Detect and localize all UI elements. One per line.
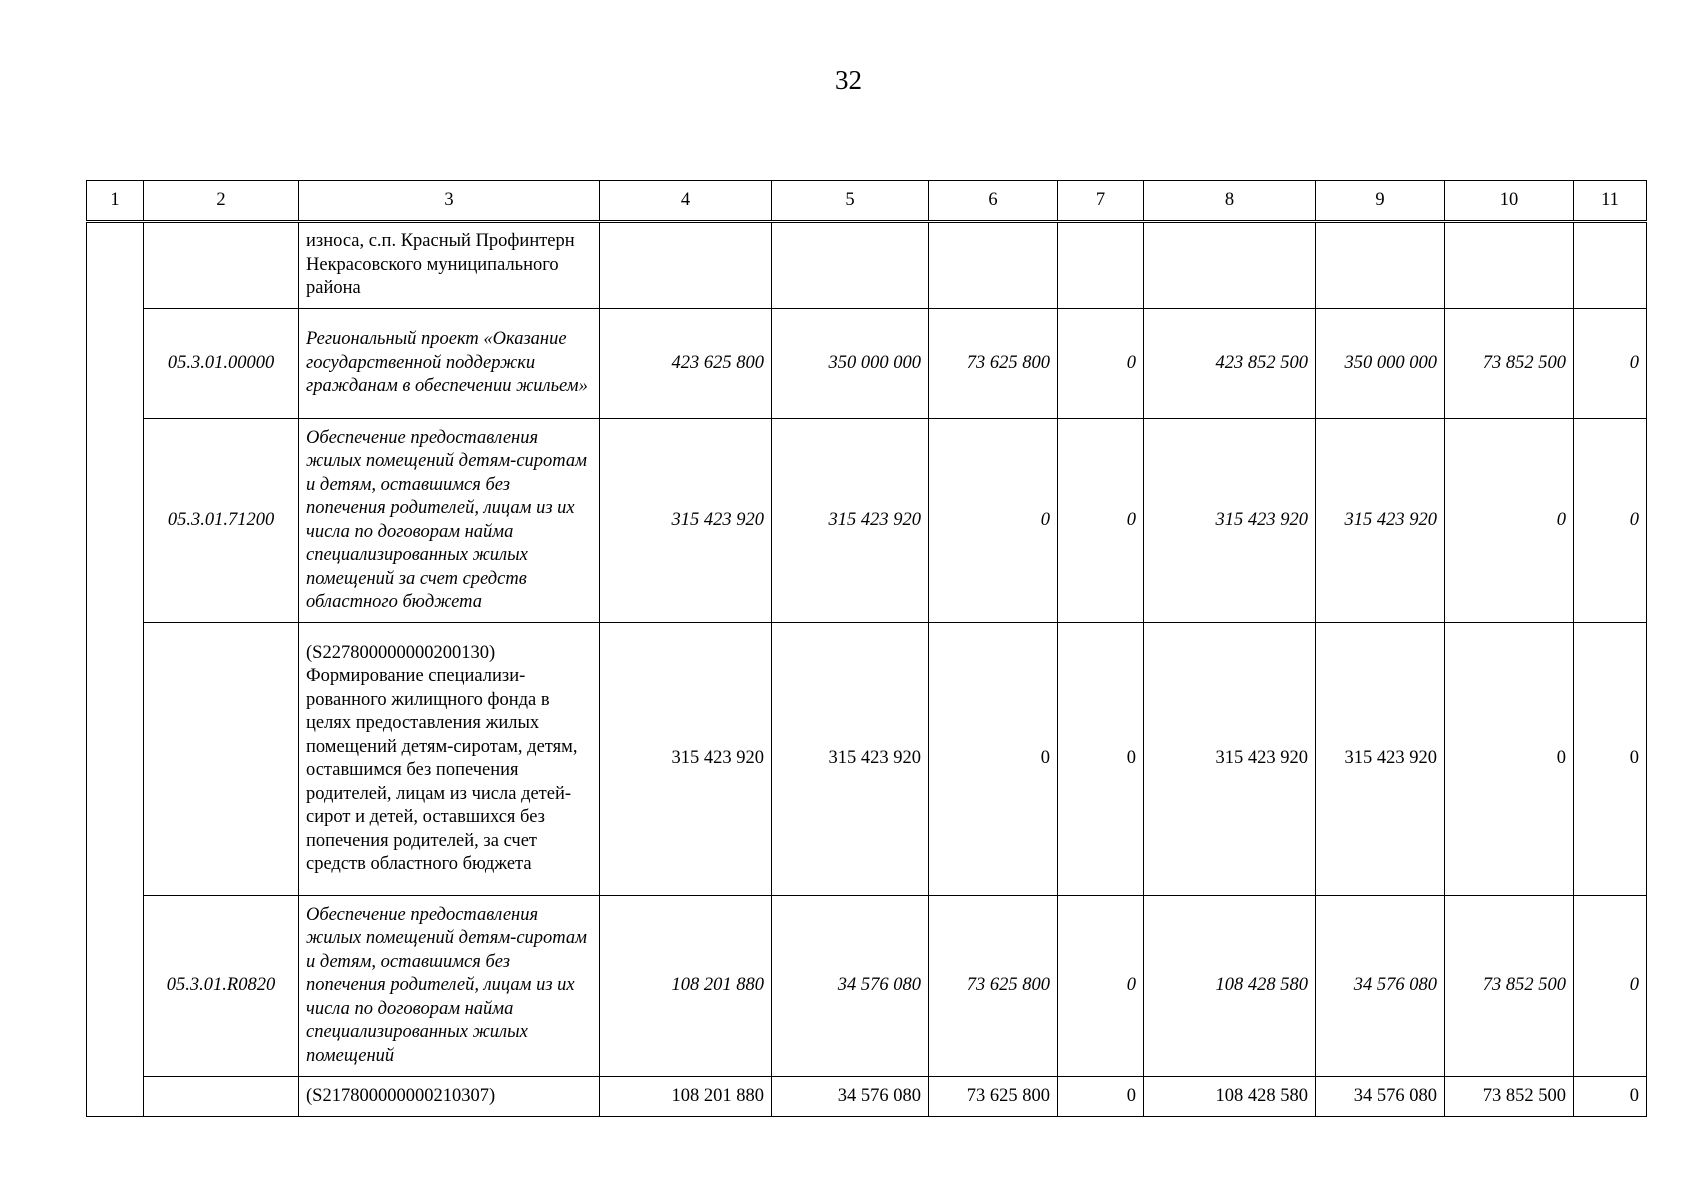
header-cell: 6 bbox=[929, 181, 1058, 222]
header-cell: 7 bbox=[1058, 181, 1144, 222]
budget-table bbox=[86, 180, 1647, 1117]
value-cell bbox=[1058, 222, 1144, 309]
value-cell: 108 201 880 bbox=[600, 896, 772, 1077]
value-cell: 350 000 000 bbox=[772, 309, 929, 419]
code-cell bbox=[144, 1077, 299, 1117]
value-cell: 73 852 500 bbox=[1445, 1077, 1574, 1117]
value-cell: 0 bbox=[1574, 419, 1647, 623]
header-cell: 1 bbox=[87, 181, 144, 222]
code-cell: 05.3.01.00000 bbox=[144, 309, 299, 419]
column-1-cell bbox=[87, 222, 144, 1117]
value-cell: 315 423 920 bbox=[1144, 623, 1316, 896]
table-row bbox=[87, 1077, 1647, 1117]
value-cell: 0 bbox=[1445, 623, 1574, 896]
value-cell: 315 423 920 bbox=[772, 623, 929, 896]
value-cell: 423 852 500 bbox=[1144, 309, 1316, 419]
value-cell: 34 576 080 bbox=[1316, 896, 1445, 1077]
value-cell bbox=[1445, 222, 1574, 309]
value-cell bbox=[1316, 222, 1445, 309]
description-cell: Обеспечение предоставления жилых помещений детям-сиротам и детям, оставшимся без попечения родителей, лицам из их числа по договорам найма специализированных жилых помещений за счет средств областного бюджета bbox=[299, 419, 600, 623]
value-cell: 0 bbox=[1058, 896, 1144, 1077]
value-cell: 0 bbox=[1574, 623, 1647, 896]
code-cell bbox=[144, 222, 299, 309]
header-cell: 10 bbox=[1445, 181, 1574, 222]
code-cell: 05.3.01.71200 bbox=[144, 419, 299, 623]
header-cell: 8 bbox=[1144, 181, 1316, 222]
value-cell: 0 bbox=[1058, 1077, 1144, 1117]
value-cell bbox=[1574, 222, 1647, 309]
value-cell: 315 423 920 bbox=[1316, 419, 1445, 623]
value-cell: 315 423 920 bbox=[600, 623, 772, 896]
description-cell: износа, с.п. Красный Профинтерн Некрасовского муниципального района bbox=[299, 222, 600, 309]
value-cell: 73 852 500 bbox=[1445, 309, 1574, 419]
value-cell: 0 bbox=[1058, 623, 1144, 896]
value-cell: 423 625 800 bbox=[600, 309, 772, 419]
code-cell: 05.3.01.R0820 bbox=[144, 896, 299, 1077]
table-row bbox=[87, 222, 1647, 309]
value-cell: 108 428 580 bbox=[1144, 1077, 1316, 1117]
value-cell: 73 852 500 bbox=[1445, 896, 1574, 1077]
value-cell: 73 625 800 bbox=[929, 1077, 1058, 1117]
header-cell: 9 bbox=[1316, 181, 1445, 222]
value-cell bbox=[600, 222, 772, 309]
value-cell: 315 423 920 bbox=[600, 419, 772, 623]
value-cell: 0 bbox=[929, 623, 1058, 896]
description-cell: (S217800000000210307) bbox=[299, 1077, 600, 1117]
table-row bbox=[87, 896, 1647, 1077]
table-row bbox=[87, 309, 1647, 419]
value-cell: 108 428 580 bbox=[1144, 896, 1316, 1077]
value-cell: 0 bbox=[1058, 309, 1144, 419]
value-cell: 34 576 080 bbox=[1316, 1077, 1445, 1117]
value-cell: 315 423 920 bbox=[1316, 623, 1445, 896]
value-cell bbox=[1144, 222, 1316, 309]
header-cell: 3 bbox=[299, 181, 600, 222]
value-cell: 315 423 920 bbox=[1144, 419, 1316, 623]
value-cell: 73 625 800 bbox=[929, 309, 1058, 419]
value-cell: 315 423 920 bbox=[772, 419, 929, 623]
header-cell: 4 bbox=[600, 181, 772, 222]
value-cell: 0 bbox=[1574, 1077, 1647, 1117]
value-cell: 0 bbox=[1574, 309, 1647, 419]
header-cell: 11 bbox=[1574, 181, 1647, 222]
description-cell: Обеспечение предоставления жилых помещений детям-сиротам и детям, оставшимся без попечения родителей, лицам из их числа по договорам найма специализированных жилых помещений bbox=[299, 896, 600, 1077]
table-row bbox=[87, 419, 1647, 623]
table-row bbox=[87, 623, 1647, 896]
value-cell: 34 576 080 bbox=[772, 1077, 929, 1117]
header-cell: 5 bbox=[772, 181, 929, 222]
header-row bbox=[87, 181, 1647, 222]
description-cell: Региональный проект «Оказание государственной поддержки гражданам в обеспечении жильем» bbox=[299, 309, 600, 419]
value-cell: 0 bbox=[1058, 419, 1144, 623]
value-cell bbox=[929, 222, 1058, 309]
value-cell: 34 576 080 bbox=[772, 896, 929, 1077]
page-number: 32 bbox=[835, 65, 862, 95]
value-cell: 0 bbox=[929, 419, 1058, 623]
code-cell bbox=[144, 623, 299, 896]
value-cell: 73 625 800 bbox=[929, 896, 1058, 1077]
value-cell: 0 bbox=[1574, 896, 1647, 1077]
header-cell: 2 bbox=[144, 181, 299, 222]
value-cell: 108 201 880 bbox=[600, 1077, 772, 1117]
value-cell bbox=[772, 222, 929, 309]
value-cell: 350 000 000 bbox=[1316, 309, 1445, 419]
value-cell: 0 bbox=[1445, 419, 1574, 623]
description-cell: (S227800000000200130) Формирование специализи-рованного жилищного фонда в целях предоставления жилых помещений детям-сиротам, детям, оставшимся без попечения родителей, лицам из числа детей-сирот и детей, оставшихся без попечения родителей, за счет средств областного бюджета bbox=[299, 623, 600, 896]
